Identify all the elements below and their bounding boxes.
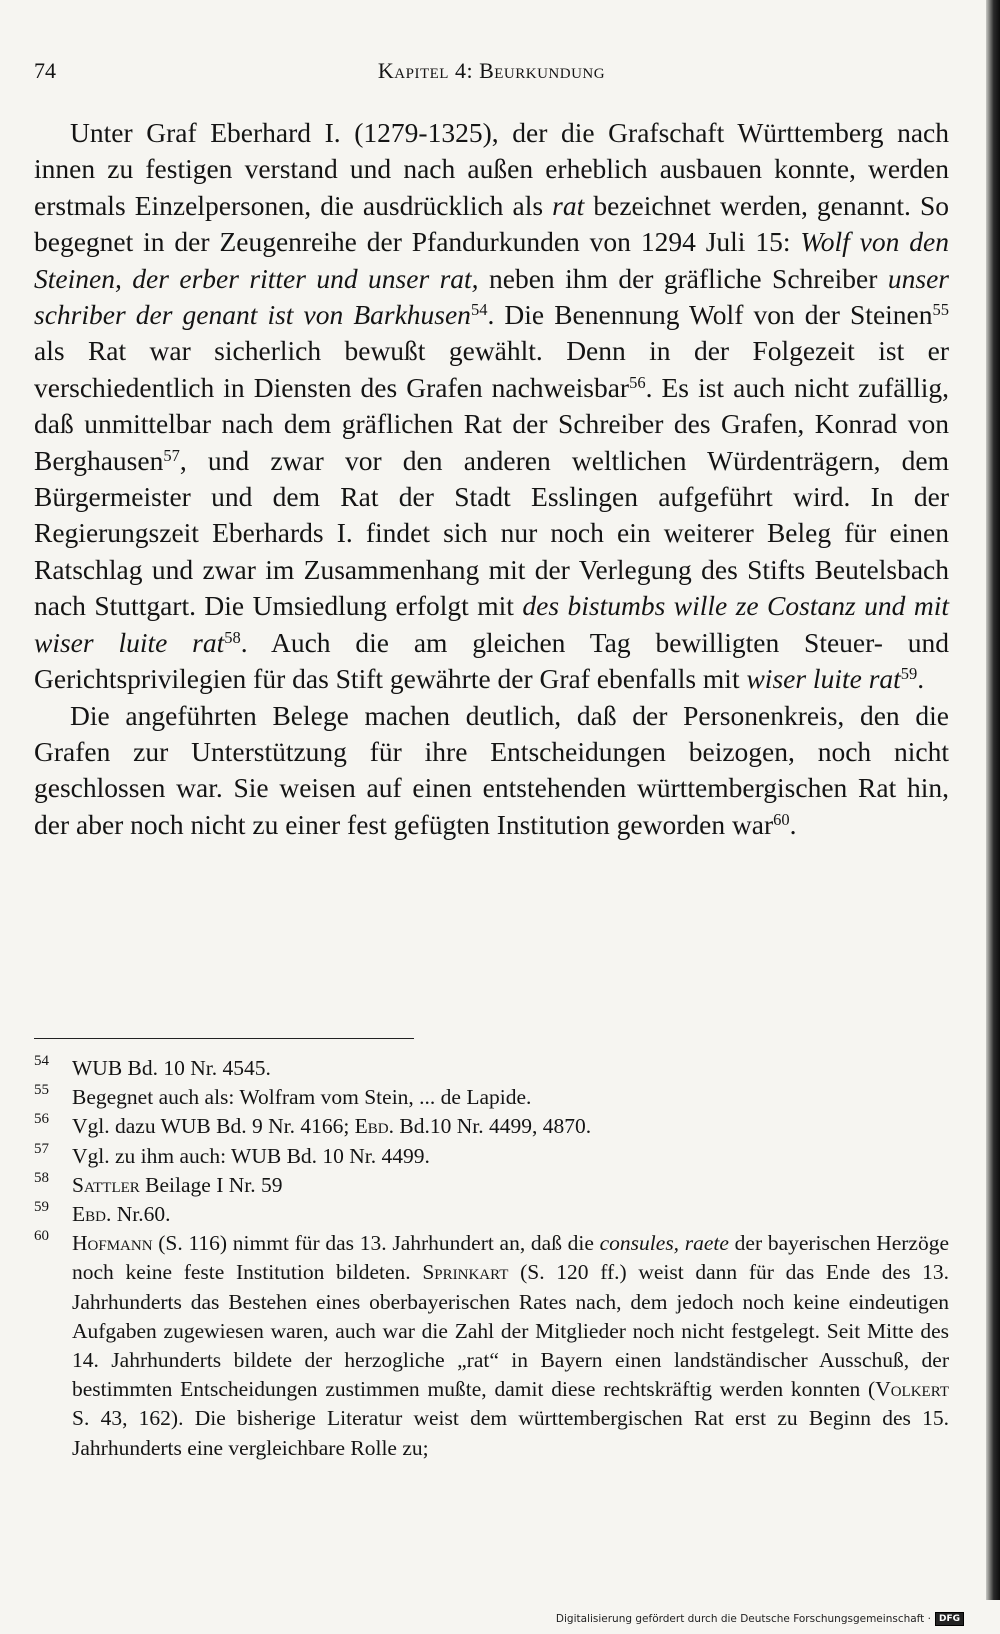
footnote-number: 57 bbox=[34, 1140, 49, 1157]
text-run: neben ihm der gräfliche Schreiber bbox=[478, 262, 888, 294]
footnote-57 bbox=[34, 1142, 949, 1171]
text-run: Bd.10 Nr. 4499, 4870. bbox=[394, 1114, 592, 1139]
footnote-text bbox=[72, 1173, 283, 1197]
text-run: (S. 120 ff.) weist dann für das Ende des 13. Jahrhunderts das Bestehen eines oberbayerischen Rates nach, dem jedoch noch keine eindeutigen Aufgaben zugewiesen waren, auch war die Zahl der Mitglieder noch nicht festgelegt. Seit Mitte des 14. Jahrhunderts bildete der herzogliche „rat“ in Bayern einen landständischer Ausschuß, der bestimmten Entscheidungen zustimmen mußte, damit diese rechtskräftig werden konnten ( bbox=[72, 1260, 949, 1402]
text-run: als Rat war sicherlich bewußt gewählt. Denn in der Folgezeit ist er verschiedentlich in Diensten des Grafen nachweisbar bbox=[34, 335, 949, 403]
chapter-title: Kapitel 4: Beurkundung bbox=[377, 58, 606, 83]
footnote-text bbox=[72, 1085, 531, 1109]
author-name: Volkert bbox=[875, 1377, 949, 1402]
footnote-text bbox=[72, 1114, 591, 1138]
quoted-source-text: unser schriber der genant ist von Barkhusen bbox=[34, 262, 949, 331]
text-run: WUB Bd. 10 Nr. 4545. bbox=[72, 1056, 271, 1080]
quoted-source-text: des bistumbs wille ze Costanz und mit wiser luite rat bbox=[34, 590, 950, 658]
footnote-ref: 55 bbox=[932, 299, 949, 319]
footnote-number: 59 bbox=[34, 1199, 49, 1216]
text-run: bezeichnet werden, genannt. So begegnet in der Zeugenreihe der Pfandurkunden von 1294 Juli 15: bbox=[34, 189, 949, 258]
quoted-source-text: Wolf von den Steinen, der erber ritter und unser rat, bbox=[34, 226, 949, 294]
footnote-56 bbox=[34, 1112, 949, 1141]
footnote-ref: 58 bbox=[224, 627, 241, 647]
footnote-text bbox=[72, 1202, 170, 1226]
quoted-source-text: wiser luite rat bbox=[746, 663, 901, 695]
digitization-credit bbox=[556, 1611, 964, 1627]
text-run: . bbox=[789, 808, 797, 840]
footnote-text bbox=[72, 1144, 430, 1168]
quoted-source-text: rat bbox=[552, 189, 585, 221]
text-run: Vgl. dazu WUB Bd. 9 Nr. 4166; bbox=[72, 1114, 355, 1139]
footnote-59 bbox=[34, 1200, 949, 1229]
text-run: . Es ist auch nicht zufällig, daß unmittelbar nach dem gräflichen Rat der Schreiber des Grafen, Konrad von Berghausen bbox=[34, 371, 949, 476]
text-run: S. 43, 162). Die bisherige Literatur weist dem württembergischen Rat erst zu Beginn des 15. Jahrhunderts eine vergleichbare Rolle zu; bbox=[72, 1406, 949, 1460]
footnote-number: 54 bbox=[34, 1053, 49, 1069]
footnote-number: 56 bbox=[34, 1111, 49, 1128]
credit-text: Digitalisierung gefördert durch die Deutsche Forschungsgemeinschaft · bbox=[555, 1613, 931, 1625]
footnote-number: 58 bbox=[34, 1169, 49, 1186]
footnote-58 bbox=[34, 1171, 949, 1200]
text-run: Unter Graf Eberhard I. (1279-1325), der die Grafschaft Württemberg nach innen zu festigen verstand und nach außen erheblich ausbauen konnte, werden erstmals Einzelpersonen, die ausdrücklich als bbox=[34, 117, 949, 221]
quoted-source-text: consules, raete bbox=[599, 1231, 729, 1256]
footnote-ref: 59 bbox=[900, 664, 918, 684]
text-run: . Auch die am gleichen Tag bewilligten Steuer- und Gerichtsprivilegien für das Stift gewährte der Graf ebenfalls mit bbox=[34, 626, 950, 695]
footnote-text bbox=[72, 1056, 271, 1080]
author-name: Ebd. bbox=[72, 1202, 112, 1227]
footnote-number: 60 bbox=[34, 1228, 49, 1245]
text-run: Die angeführten Belege machen deutlich, daß der Personenkreis, den die Grafen zur Unterstützung für ihre Entscheidungen beizogen, noch nicht geschlossen war. Sie weisen auf einen entstehenden württembergischen Rat hin, der aber noch nicht zu einer fest gefügten Institution geworden war bbox=[34, 699, 949, 840]
text-run: Beilage I Nr. 59 bbox=[139, 1172, 283, 1197]
footnote-60 bbox=[34, 1229, 949, 1463]
paragraph-2 bbox=[34, 698, 949, 844]
text-run: , und zwar vor den anderen weltlichen Würdenträgern, dem Bürgermeister und dem Rat der Stadt Esslingen aufgeführt wird. In der Regierungszeit Eberhards I. findet sich nur noch ein weiterer Beleg für einen Ratschlag und zwar im Zusammenhang mit der Verlegung des Stifts Beutelsbach nach Stuttgart. Die Umsiedlung erfolgt mit bbox=[34, 444, 949, 622]
page-number: 74 bbox=[34, 58, 56, 83]
footnotes bbox=[34, 1054, 949, 1463]
main-text bbox=[34, 115, 949, 843]
text-run: . bbox=[917, 663, 925, 695]
author-name: Hofmann bbox=[72, 1231, 153, 1256]
footnote-ref: 60 bbox=[773, 809, 790, 829]
text-run: . Die Benennung Wolf von der Steinen bbox=[487, 299, 933, 331]
footnote-text bbox=[72, 1231, 949, 1459]
author-name: Sattler bbox=[72, 1172, 140, 1197]
paragraph-1 bbox=[34, 115, 949, 698]
running-head bbox=[34, 58, 949, 88]
text-run: Vgl. zu ihm auch: WUB Bd. 10 Nr. 4499. bbox=[72, 1143, 430, 1168]
footnote-ref: 54 bbox=[470, 299, 488, 319]
footnote-number: 55 bbox=[34, 1082, 49, 1099]
footnote-55 bbox=[34, 1083, 949, 1112]
footnote-ref: 57 bbox=[163, 445, 180, 465]
footnote-54 bbox=[34, 1054, 949, 1083]
dfg-logo-icon: DFG bbox=[935, 1612, 964, 1626]
page-edge-shadow bbox=[986, 0, 1000, 1600]
footnote-ref: 56 bbox=[629, 372, 646, 392]
author-name: Ebd. bbox=[354, 1114, 395, 1139]
text-run: der bayerischen Herzöge noch keine feste Institution bildeten. bbox=[72, 1231, 950, 1285]
footnote-separator bbox=[34, 1038, 414, 1039]
text-run: Nr.60. bbox=[111, 1202, 171, 1227]
author-name: Sprinkart bbox=[422, 1260, 509, 1285]
text-run: Begegnet auch als: Wolfram vom Stein, ... de Lapide. bbox=[72, 1085, 532, 1110]
text-run: (S. 116) nimmt für das 13. Jahrhundert an, daß die bbox=[152, 1231, 600, 1256]
